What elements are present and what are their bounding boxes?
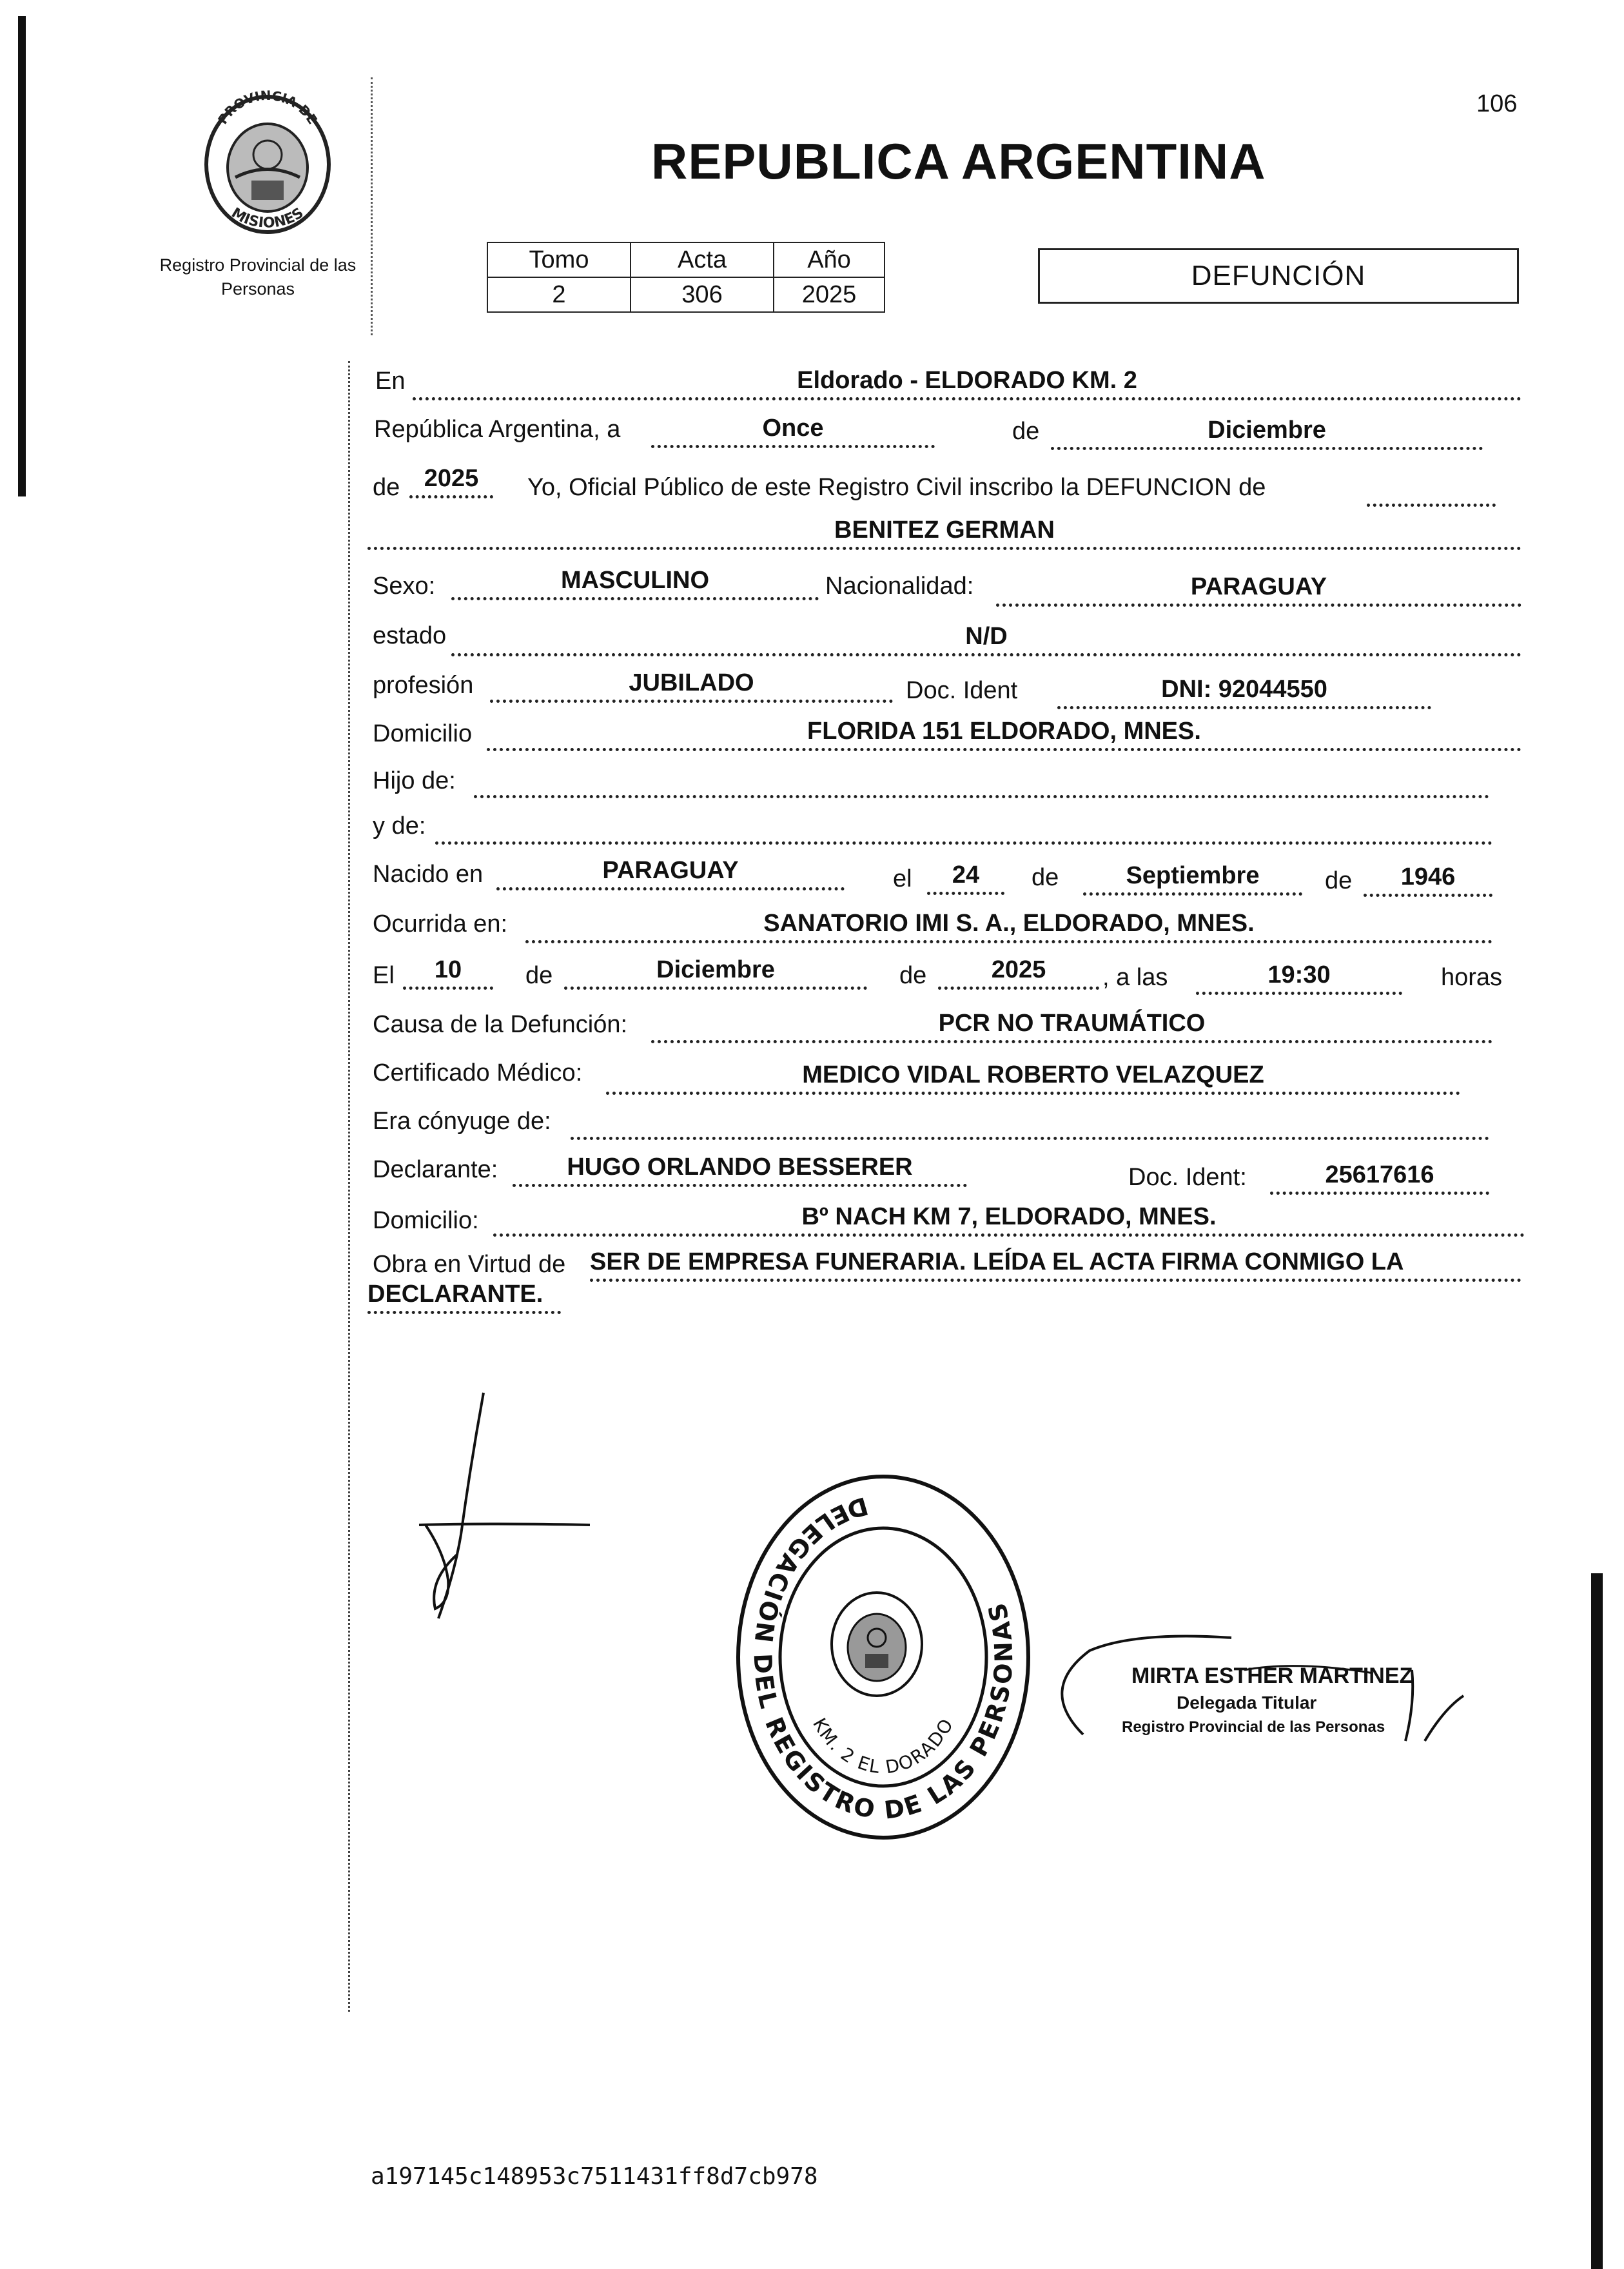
field-birth-place: PARAGUAY (496, 856, 845, 890)
field-death-month: Diciembre (564, 956, 867, 990)
reference-table-header-row (487, 242, 885, 277)
field-doc: DNI: 92044550 (1057, 675, 1431, 709)
label-de-year: de (373, 474, 400, 501)
field-birth-day: 24 (927, 861, 1004, 895)
document-hash: a197145c148953c7511431ff8d7cb978 (371, 2163, 818, 2190)
label-de-death-month: de (525, 962, 553, 989)
field-blank-after-oficial (1367, 473, 1496, 507)
reference-table-value-row (487, 277, 885, 312)
field-year: 2025 (409, 464, 493, 498)
field-nationality: PARAGUAY (996, 573, 1521, 607)
svg-text:PROVINCIA DE (215, 88, 320, 127)
stamp-office: Registro Provincial de las Personas (1122, 1718, 1385, 1736)
label-domicilio: Domicilio (373, 720, 473, 747)
field-declarant: HUGO ORLANDO BESSERER (513, 1153, 967, 1187)
label-causa: Causa de la Defunción: (373, 1011, 628, 1038)
page-number: 106 (1476, 90, 1518, 117)
field-cause: PCR NO TRAUMÁTICO (651, 1009, 1492, 1043)
official-stamp (1038, 1612, 1489, 1780)
field-marital-status: N/D (451, 622, 1521, 656)
reference-value-tomo: 2 (487, 277, 631, 312)
reference-value-anio: 2025 (774, 277, 885, 312)
field-death-day: 10 (403, 956, 493, 990)
registry-seal (729, 1451, 1038, 1851)
label-ocurrida-en: Ocurrida en: (373, 910, 508, 938)
margin-dots-top (371, 77, 373, 335)
field-day-word: Once (651, 414, 935, 448)
label-hijo-de: Hijo de: (373, 767, 456, 794)
reference-header-acta: Acta (631, 242, 774, 277)
field-death-time: 19:30 (1196, 961, 1402, 995)
label-republica: República Argentina, a (374, 416, 621, 443)
label-nacionalidad: Nacionalidad: (825, 573, 974, 600)
label-a-las: , a las (1102, 964, 1168, 991)
margin-dots (348, 361, 350, 2012)
field-address: FLORIDA 151 ELDORADO, MNES. (487, 717, 1521, 751)
label-profesion: profesión (373, 672, 474, 699)
reference-header-tomo: Tomo (487, 242, 631, 277)
field-reason-line1: SER DE EMPRESA FUNERARIA. LEÍDA EL ACTA FIRMA CONMIGO LA (590, 1248, 1521, 1282)
label-en: En (375, 368, 406, 395)
label-oficial: Yo, Oficial Público de este Registro Civil inscribo la DEFUNCION de (527, 474, 1266, 501)
field-death-year: 2025 (938, 956, 1099, 990)
field-month: Diciembre (1051, 416, 1483, 450)
field-declarant-address: Bº NACH KM 7, ELDORADO, MNES. (493, 1203, 1525, 1237)
label-horas: horas (1441, 964, 1503, 991)
label-certificado: Certificado Médico: (373, 1059, 583, 1086)
field-reason-line2: DECLARANTE. (367, 1280, 561, 1314)
document-type-box: DEFUNCIÓN (1038, 248, 1519, 304)
label-el-upper: El (373, 962, 395, 989)
label-el: el (893, 865, 912, 892)
field-spouse (571, 1106, 1489, 1140)
label-nacido-en: Nacido en (373, 861, 484, 888)
field-birth-year: 1946 (1364, 863, 1492, 897)
stamp-name: MIRTA ESTHER MARTINEZ (1131, 1664, 1413, 1688)
field-death-place: SANATORIO IMI S. A., ELDORADO, MNES. (525, 909, 1492, 943)
label-sexo: Sexo: (373, 573, 436, 600)
field-deceased-name: BENITEZ GERMAN (367, 516, 1521, 550)
label-de-death-year: de (899, 962, 927, 989)
declarant-signature (400, 1386, 606, 1631)
field-place: Eldorado - ELDORADO KM. 2 (413, 366, 1521, 400)
misiones-coat-of-arms-logo (190, 87, 345, 242)
label-doc-ident: Doc. Ident (906, 677, 1018, 704)
field-birth-month: Septiembre (1083, 861, 1302, 896)
field-mother (435, 810, 1492, 845)
label-de: de (1012, 418, 1040, 445)
seal-ring-text: DELEGACIÓN DEL REGISTRO DE LAS PERSONAS (748, 1491, 1019, 1825)
reference-value-acta: 306 (631, 277, 774, 312)
label-y-de: y de: (373, 812, 426, 840)
seal-coat-of-arms-icon (832, 1593, 922, 1696)
stamp-role: Delegada Titular (1177, 1693, 1317, 1713)
label-de-birth-year: de (1325, 867, 1353, 894)
field-physician: MEDICO VIDAL ROBERTO VELAZQUEZ (606, 1061, 1460, 1095)
document-title: REPUBLICA ARGENTINA (651, 133, 1266, 190)
logo-bottom-text: MISIONES (228, 204, 307, 231)
logo-top-text: PROVINCIA DE (214, 87, 321, 127)
field-sex: MASCULINO (451, 566, 819, 600)
label-doc-ident-declarant: Doc. Ident: (1128, 1164, 1247, 1191)
scan-edge-bar (18, 16, 26, 496)
label-obra: Obra en Virtud de (373, 1251, 566, 1278)
reference-header-anio: Año (774, 242, 885, 277)
label-declarante: Declarante: (373, 1156, 498, 1183)
field-father (474, 764, 1489, 798)
label-domicilio-declarant: Domicilio: (373, 1207, 479, 1234)
label-conyuge: Era cónyuge de: (373, 1108, 551, 1135)
label-estado: estado (373, 622, 447, 649)
seal-inner-text: KM. 2 EL DORADO (808, 1714, 958, 1778)
label-de-birth-month: de (1032, 864, 1059, 891)
death-record-form (367, 361, 1528, 1360)
registry-label: Registro Provincial de las Personas (159, 255, 357, 299)
scan-edge-bar-right (1591, 1573, 1603, 2269)
reference-table (487, 242, 885, 313)
field-declarant-doc: 25617616 (1270, 1161, 1489, 1195)
field-profession: JUBILADO (490, 669, 893, 703)
